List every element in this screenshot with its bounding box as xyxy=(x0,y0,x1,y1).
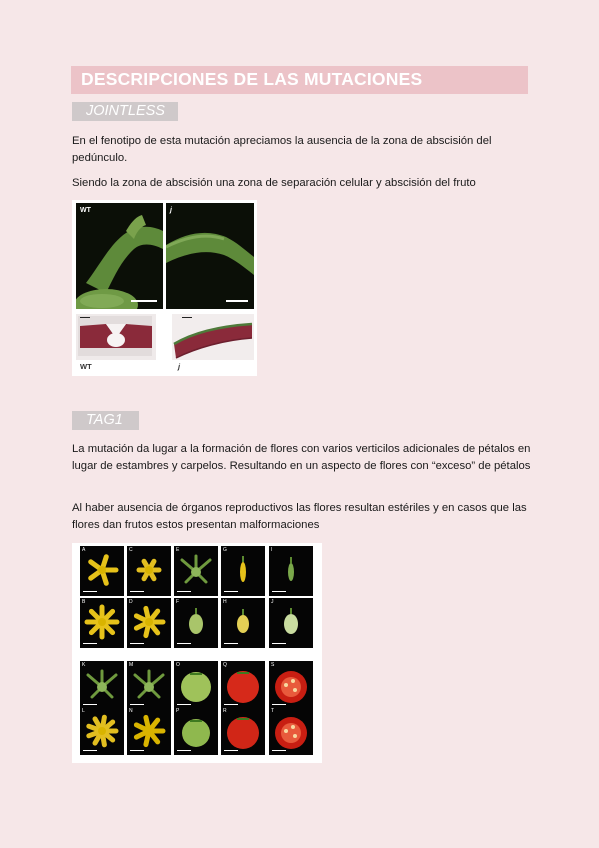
scale-bar xyxy=(177,643,191,644)
scale-bar xyxy=(182,317,192,318)
scale-bar xyxy=(130,643,144,644)
panel-label: B xyxy=(82,599,86,605)
scale-bar xyxy=(226,300,248,302)
tag1-panel-d xyxy=(127,598,171,648)
scale-bar xyxy=(272,591,286,592)
tag1-panel-e xyxy=(174,546,218,596)
jointless-figure xyxy=(72,200,257,376)
panel-label: R xyxy=(223,708,227,714)
tag1-panel-h xyxy=(221,598,265,648)
scale-bar xyxy=(224,704,238,705)
tag1-panel-j xyxy=(269,598,313,648)
tag1-panel-a xyxy=(80,546,124,596)
scale-bar xyxy=(224,643,238,644)
panel-label: G xyxy=(223,547,227,553)
tag1-panel-n xyxy=(127,707,171,755)
jointless-paragraph-2: Siendo la zona de abscisión una zona de separación celular y abscisión del fruto xyxy=(72,177,476,189)
panel-label: D xyxy=(129,599,133,605)
tag1-panel-o xyxy=(174,661,218,709)
wt-stem-photo xyxy=(76,203,163,309)
panel-label: F xyxy=(176,599,180,605)
section-label-text: JOINTLESS xyxy=(86,103,165,119)
panel-label: N xyxy=(129,708,133,714)
panel-label: j xyxy=(170,207,172,214)
bottom-label: WT xyxy=(80,362,92,371)
panel-label: A xyxy=(82,547,86,553)
scale-bar xyxy=(177,591,191,592)
tag1-figure xyxy=(72,543,322,763)
scale-bar xyxy=(272,643,286,644)
tag1-panel-f xyxy=(174,598,218,648)
scale-bar xyxy=(224,591,238,592)
panel-label: E xyxy=(176,547,180,553)
tag1-panel-g xyxy=(221,546,265,596)
panel-label: O xyxy=(176,662,180,668)
scale-bar xyxy=(177,750,191,751)
tag1-panel-l xyxy=(80,707,124,755)
j-section-photo xyxy=(172,314,254,360)
section-label-jointless xyxy=(72,102,178,121)
tag1-panel-i xyxy=(269,546,313,596)
tag1-panel-q xyxy=(221,661,265,709)
panel-label: C xyxy=(129,547,133,553)
panel-label: T xyxy=(271,708,275,714)
tag1-panel-m xyxy=(127,661,171,709)
tag1-panel-c xyxy=(127,546,171,596)
panel-label: I xyxy=(271,547,273,553)
jointless-paragraph-1: En el fenotipo de esta mutación apreciamos la ausencia de la zona de abscisión del pedúnculo. xyxy=(72,135,492,164)
tag1-panel-s xyxy=(269,661,313,709)
scale-bar xyxy=(83,591,97,592)
scale-bar xyxy=(130,591,144,592)
scale-bar xyxy=(83,750,97,751)
panel-label: J xyxy=(271,599,274,605)
tag1-panel-k xyxy=(80,661,124,709)
tag1-panel-p xyxy=(174,707,218,755)
panel-label: K xyxy=(82,662,86,668)
page-title: DESCRIPCIONES DE LAS MUTACIONES xyxy=(81,69,423,89)
scale-bar xyxy=(83,704,97,705)
section-label-tag1 xyxy=(72,411,139,430)
j-stem-photo xyxy=(166,203,254,309)
scale-bar xyxy=(272,704,286,705)
panel-label: S xyxy=(271,662,275,668)
panel-label: H xyxy=(223,599,227,605)
page-title-band xyxy=(71,66,528,94)
panel-label: WT xyxy=(80,207,91,214)
panel-label: Q xyxy=(223,662,227,668)
tag1-panel-r xyxy=(221,707,265,755)
scale-bar xyxy=(224,750,238,751)
scale-bar xyxy=(130,704,144,705)
tag1-paragraph-2: Al haber ausencia de órganos reproductivos las flores resultan estériles y en casos que las flores dan frutos estos presentan malformaciones xyxy=(72,502,527,531)
scale-bar xyxy=(130,750,144,751)
scale-bar xyxy=(177,704,191,705)
tag1-paragraph-1: La mutación da lugar a la formación de flores con varios verticilos adicionales de pétalos en lugar de estambres y carpelos. Resultando en un aspecto de flores con “exceso” de pétalos xyxy=(72,443,531,472)
scale-bar xyxy=(80,317,90,318)
panel-label: P xyxy=(176,708,180,714)
scale-bar xyxy=(83,643,97,644)
panel-label: M xyxy=(129,662,134,668)
wt-section-photo xyxy=(76,314,156,360)
bottom-label: j xyxy=(178,362,181,371)
scale-bar xyxy=(131,300,157,302)
panel-label: L xyxy=(82,708,85,714)
tag1-panel-b xyxy=(80,598,124,648)
tag1-panel-t xyxy=(269,707,313,755)
scale-bar xyxy=(272,750,286,751)
section-label-text: TAG1 xyxy=(86,412,123,428)
